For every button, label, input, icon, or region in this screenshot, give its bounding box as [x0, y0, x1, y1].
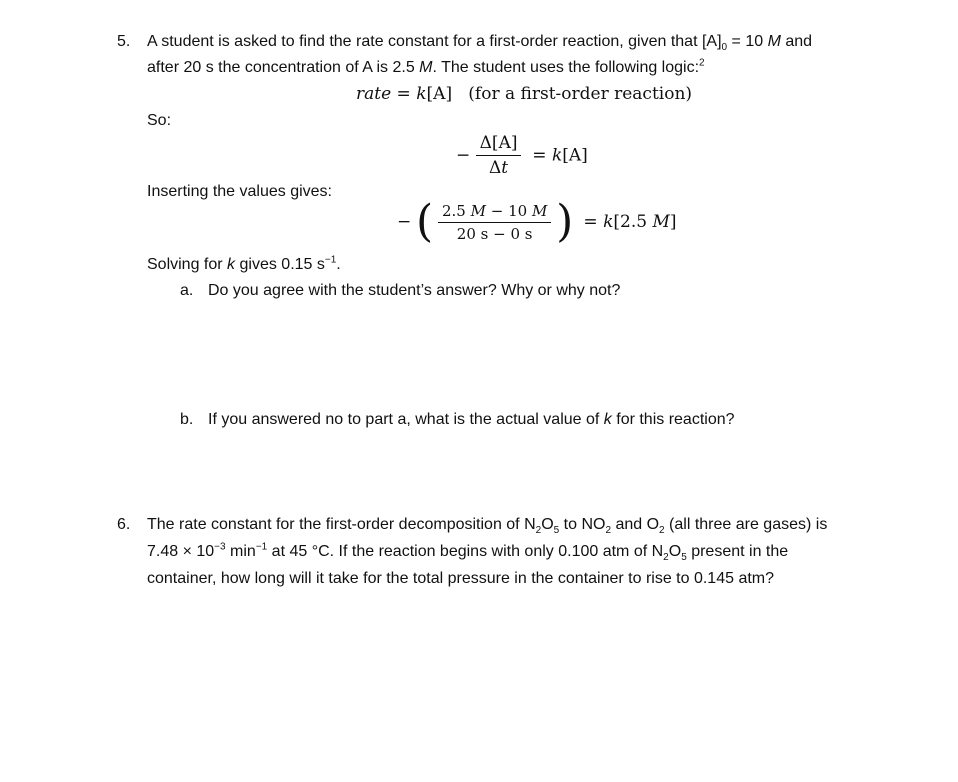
q5-intro-line2: after 20 s the concentration of A is 2.5 M. The student uses the following logic:$^2$	[147, 57, 705, 76]
q6-number: 6.	[117, 516, 131, 533]
so-label: So:	[147, 112, 172, 129]
part-a-label: a.	[180, 282, 194, 299]
equation-2: − ( $\frac{2.5 M - 10 M}{20 s - 0 s}$ ) = k[2.5 M]	[397, 196, 677, 247]
q6-line2: $7.48 \times 10^{-3}$ $\min^{-1}$ at 45 °C. If the reaction begins with only 0.100 atm of $N_2O_5$ present in the	[147, 541, 789, 564]
eq1-fraction: $\frac{\Delta[A]}{\Delta t}$	[476, 133, 522, 178]
solving-line: Solving for k gives 0.15 $s^{-1}$.	[147, 254, 341, 273]
q6-line3: container, how long will it take for the total pressure in the container to rise to 0.145 atm?	[147, 570, 775, 587]
q6-line1: The rate constant for the first-order decomposition of $N_2O_5$ to $NO_2$ and $O_2$ (all three are gases) is	[147, 516, 828, 537]
inserting-label: Inserting the values gives:	[147, 183, 332, 200]
equation-1: − $\frac{\Delta[A]}{\Delta t}$ = k[A]	[456, 133, 588, 178]
eq2-fraction: $\frac{2.5 M - 10 M}{20 s - 0 s}$	[438, 202, 551, 243]
part-a-text: Do you agree with the student’s answer? Why or why not?	[208, 282, 621, 299]
q5-intro-line1: A student is asked to find the rate constant for a first-order reaction, given that $[A]_0 = 10$ M and	[147, 33, 813, 54]
q5-number: 5.	[117, 33, 131, 50]
part-b-text: If you answered no to part a, what is the actual value of k for this reaction?	[208, 411, 735, 428]
part-b-label: b.	[180, 411, 194, 428]
rate-equation: rate = k[A] (for a first-order reaction)	[356, 84, 693, 104]
